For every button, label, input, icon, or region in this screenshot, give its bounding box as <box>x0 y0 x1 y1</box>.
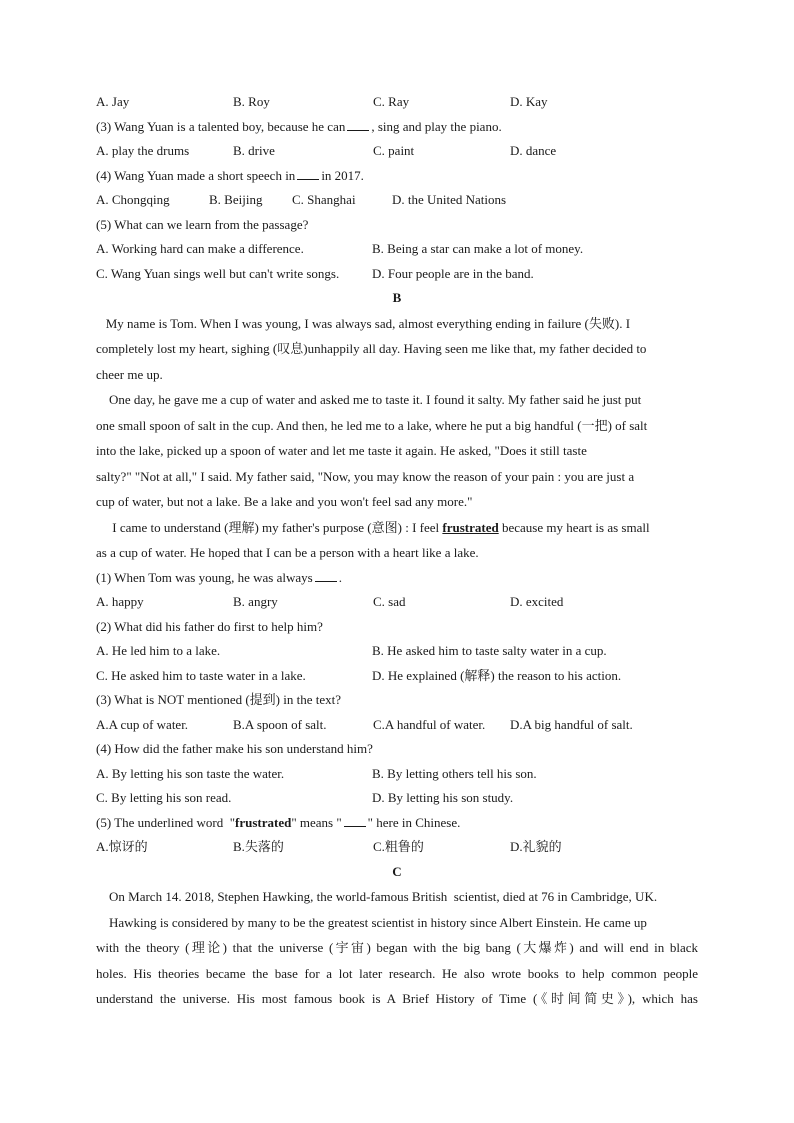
b-q4-options-row2 <box>96 786 698 811</box>
a-q4-options <box>96 188 698 213</box>
b-q4-options-row1 <box>96 762 698 787</box>
passage-line: one small spoon of salt in the cup. And then, he led me to a lake, where he put a big handful (一把) of salt <box>96 417 648 433</box>
a-q2-options <box>96 90 698 115</box>
question-text: (5) The underlined word " <box>96 814 236 830</box>
option[interactable]: D. excited <box>510 594 564 609</box>
passage-line: understand the universe. His most famous book is A Brief History of Time (《时间简史》), which has <box>96 991 698 1006</box>
passage-c-paragraph-1 <box>96 884 698 910</box>
question-text: " here in Chinese. <box>367 814 461 830</box>
option[interactable]: D. Kay <box>510 94 548 109</box>
option[interactable]: D. By letting his son study. <box>372 790 514 805</box>
option[interactable]: B.A spoon of salt. <box>233 716 327 732</box>
passage-line: On March 14. 2018, Stephen Hawking, the world-famous British scientist, died at 76 in Cambridge, UK. <box>96 889 658 904</box>
option[interactable]: B. Being a star can make a lot of money. <box>372 241 584 256</box>
passage-text: I came to understand (理解) my father's purpose (意图) : I feel <box>96 519 443 535</box>
worksheet-page <box>96 90 698 1012</box>
a-q5-options-row2 <box>96 262 698 287</box>
passage-line: cheer me up. <box>96 366 163 382</box>
a-question-5: (5) What can we learn from the passage? <box>96 216 309 232</box>
passage-b-paragraph-3 <box>96 515 698 566</box>
b-question-5 <box>96 811 698 836</box>
option[interactable]: D. He explained (解释) the reason to his action. <box>372 667 622 683</box>
option[interactable]: C. paint <box>373 143 415 158</box>
option[interactable]: C. Wang Yuan sings well but can't write songs. <box>96 265 340 281</box>
passage-line: One day, he gave me a cup of water and asked me to taste it. I found it salty. My father said he just put <box>96 392 642 407</box>
a-q3-options <box>96 139 698 164</box>
question-text: (4) Wang Yuan made a short speech in <box>96 167 296 183</box>
option[interactable]: A. play the drums <box>96 143 190 158</box>
answer-blank <box>344 814 366 827</box>
passage-line: into the lake, picked up a spoon of water and let me taste it again. He asked, "Does it still taste <box>96 443 587 458</box>
question-text: . <box>338 569 342 585</box>
option[interactable]: A.A cup of water. <box>96 716 189 732</box>
option[interactable]: B. Roy <box>233 94 270 109</box>
option[interactable]: D. dance <box>510 143 557 158</box>
section-heading-c: C <box>392 863 402 879</box>
answer-blank <box>297 167 319 180</box>
option[interactable]: A. happy <box>96 594 144 609</box>
a-question-3 <box>96 115 698 140</box>
option[interactable]: B. angry <box>233 594 278 609</box>
b-question-1 <box>96 566 698 591</box>
option[interactable]: A. Jay <box>96 94 130 109</box>
b-q2-options-row2 <box>96 664 698 689</box>
option[interactable]: B.失落的 <box>233 839 284 854</box>
question-text: " means " <box>291 814 342 830</box>
passage-line: Hawking is considered by many to be the greatest scientist in history since Albert Einstein. He came up <box>96 914 647 930</box>
passage-line <box>96 515 698 541</box>
option[interactable]: D. Four people are in the band. <box>372 265 534 281</box>
answer-blank <box>347 118 369 131</box>
b-q5-options <box>96 835 698 860</box>
option[interactable]: C.粗鲁的 <box>373 839 424 854</box>
b-q1-options <box>96 590 698 615</box>
answer-blank <box>315 569 337 582</box>
option[interactable]: B. By letting others tell his son. <box>372 765 537 781</box>
underlined-word: frustrated <box>442 519 499 535</box>
option[interactable]: B. Beijing <box>209 192 263 207</box>
passage-line: holes. His theories became the base for a lot later research. He also wrote books to help common people <box>96 965 698 981</box>
a-question-4 <box>96 164 698 189</box>
passage-b-paragraph-2 <box>96 387 698 515</box>
option[interactable]: D. the United Nations <box>392 192 507 207</box>
passage-line: cup of water, but not a lake. Be a lake and you won't feel sad any more." <box>96 494 473 509</box>
option[interactable]: D.礼貌的 <box>510 839 562 854</box>
passage-c-paragraph-2 <box>96 910 698 1012</box>
passage-line: with the theory (理论) that the universe (宇宙) began with the big bang (大爆炸) and will end in black <box>96 940 698 955</box>
option[interactable]: C. By letting his son read. <box>96 790 232 805</box>
option[interactable]: A. By letting his son taste the water. <box>96 765 285 781</box>
passage-line: as a cup of water. He hoped that I can be a person with a heart like a lake. <box>96 545 479 560</box>
passage-line: salty?" "Not at all," I said. My father said, "Now, you may know the reason of your pain : you are just a <box>96 468 635 484</box>
option[interactable]: C.A handful of water. <box>373 716 486 732</box>
option[interactable]: A. Working hard can make a difference. <box>96 241 304 256</box>
option[interactable]: C. Shanghai <box>292 192 356 207</box>
question-text: in 2017. <box>321 167 364 183</box>
question-text: (3) Wang Yuan is a talented boy, because he can <box>96 118 346 134</box>
question-text: , sing and play the piano. <box>371 118 502 134</box>
b-q3-options <box>96 713 698 738</box>
option[interactable]: A. Chongqing <box>96 192 170 207</box>
b-question-2: (2) What did his father do first to help him? <box>96 618 323 634</box>
bold-word: frustrated <box>235 814 292 830</box>
passage-text: because my heart is as small <box>498 519 650 535</box>
b-question-4: (4) How did the father make his son understand him? <box>96 741 373 756</box>
option[interactable]: A. He led him to a lake. <box>96 643 221 658</box>
passage-line: My name is Tom. When I was young, I was always sad, almost everything ending in failure (失败). I <box>96 315 631 331</box>
option[interactable]: D.A big handful of salt. <box>510 716 633 732</box>
option[interactable]: B. He asked him to taste salty water in a cup. <box>372 643 607 658</box>
b-q2-options-row1 <box>96 639 698 664</box>
b-question-3: (3) What is NOT mentioned (提到) in the text? <box>96 692 342 707</box>
a-q5-options-row1 <box>96 237 698 262</box>
option[interactable]: C. sad <box>373 594 406 609</box>
section-heading-b: B <box>392 290 402 305</box>
option[interactable]: C. Ray <box>373 94 410 109</box>
question-text: (1) When Tom was young, he was always <box>96 569 313 585</box>
option[interactable]: A.惊讶的 <box>96 839 148 854</box>
passage-b-paragraph-1 <box>96 311 698 388</box>
passage-line: completely lost my heart, sighing (叹息)unhappily all day. Having seen me like that, my father decided to <box>96 341 647 356</box>
option[interactable]: C. He asked him to taste water in a lake. <box>96 667 306 683</box>
option[interactable]: B. drive <box>233 143 275 158</box>
